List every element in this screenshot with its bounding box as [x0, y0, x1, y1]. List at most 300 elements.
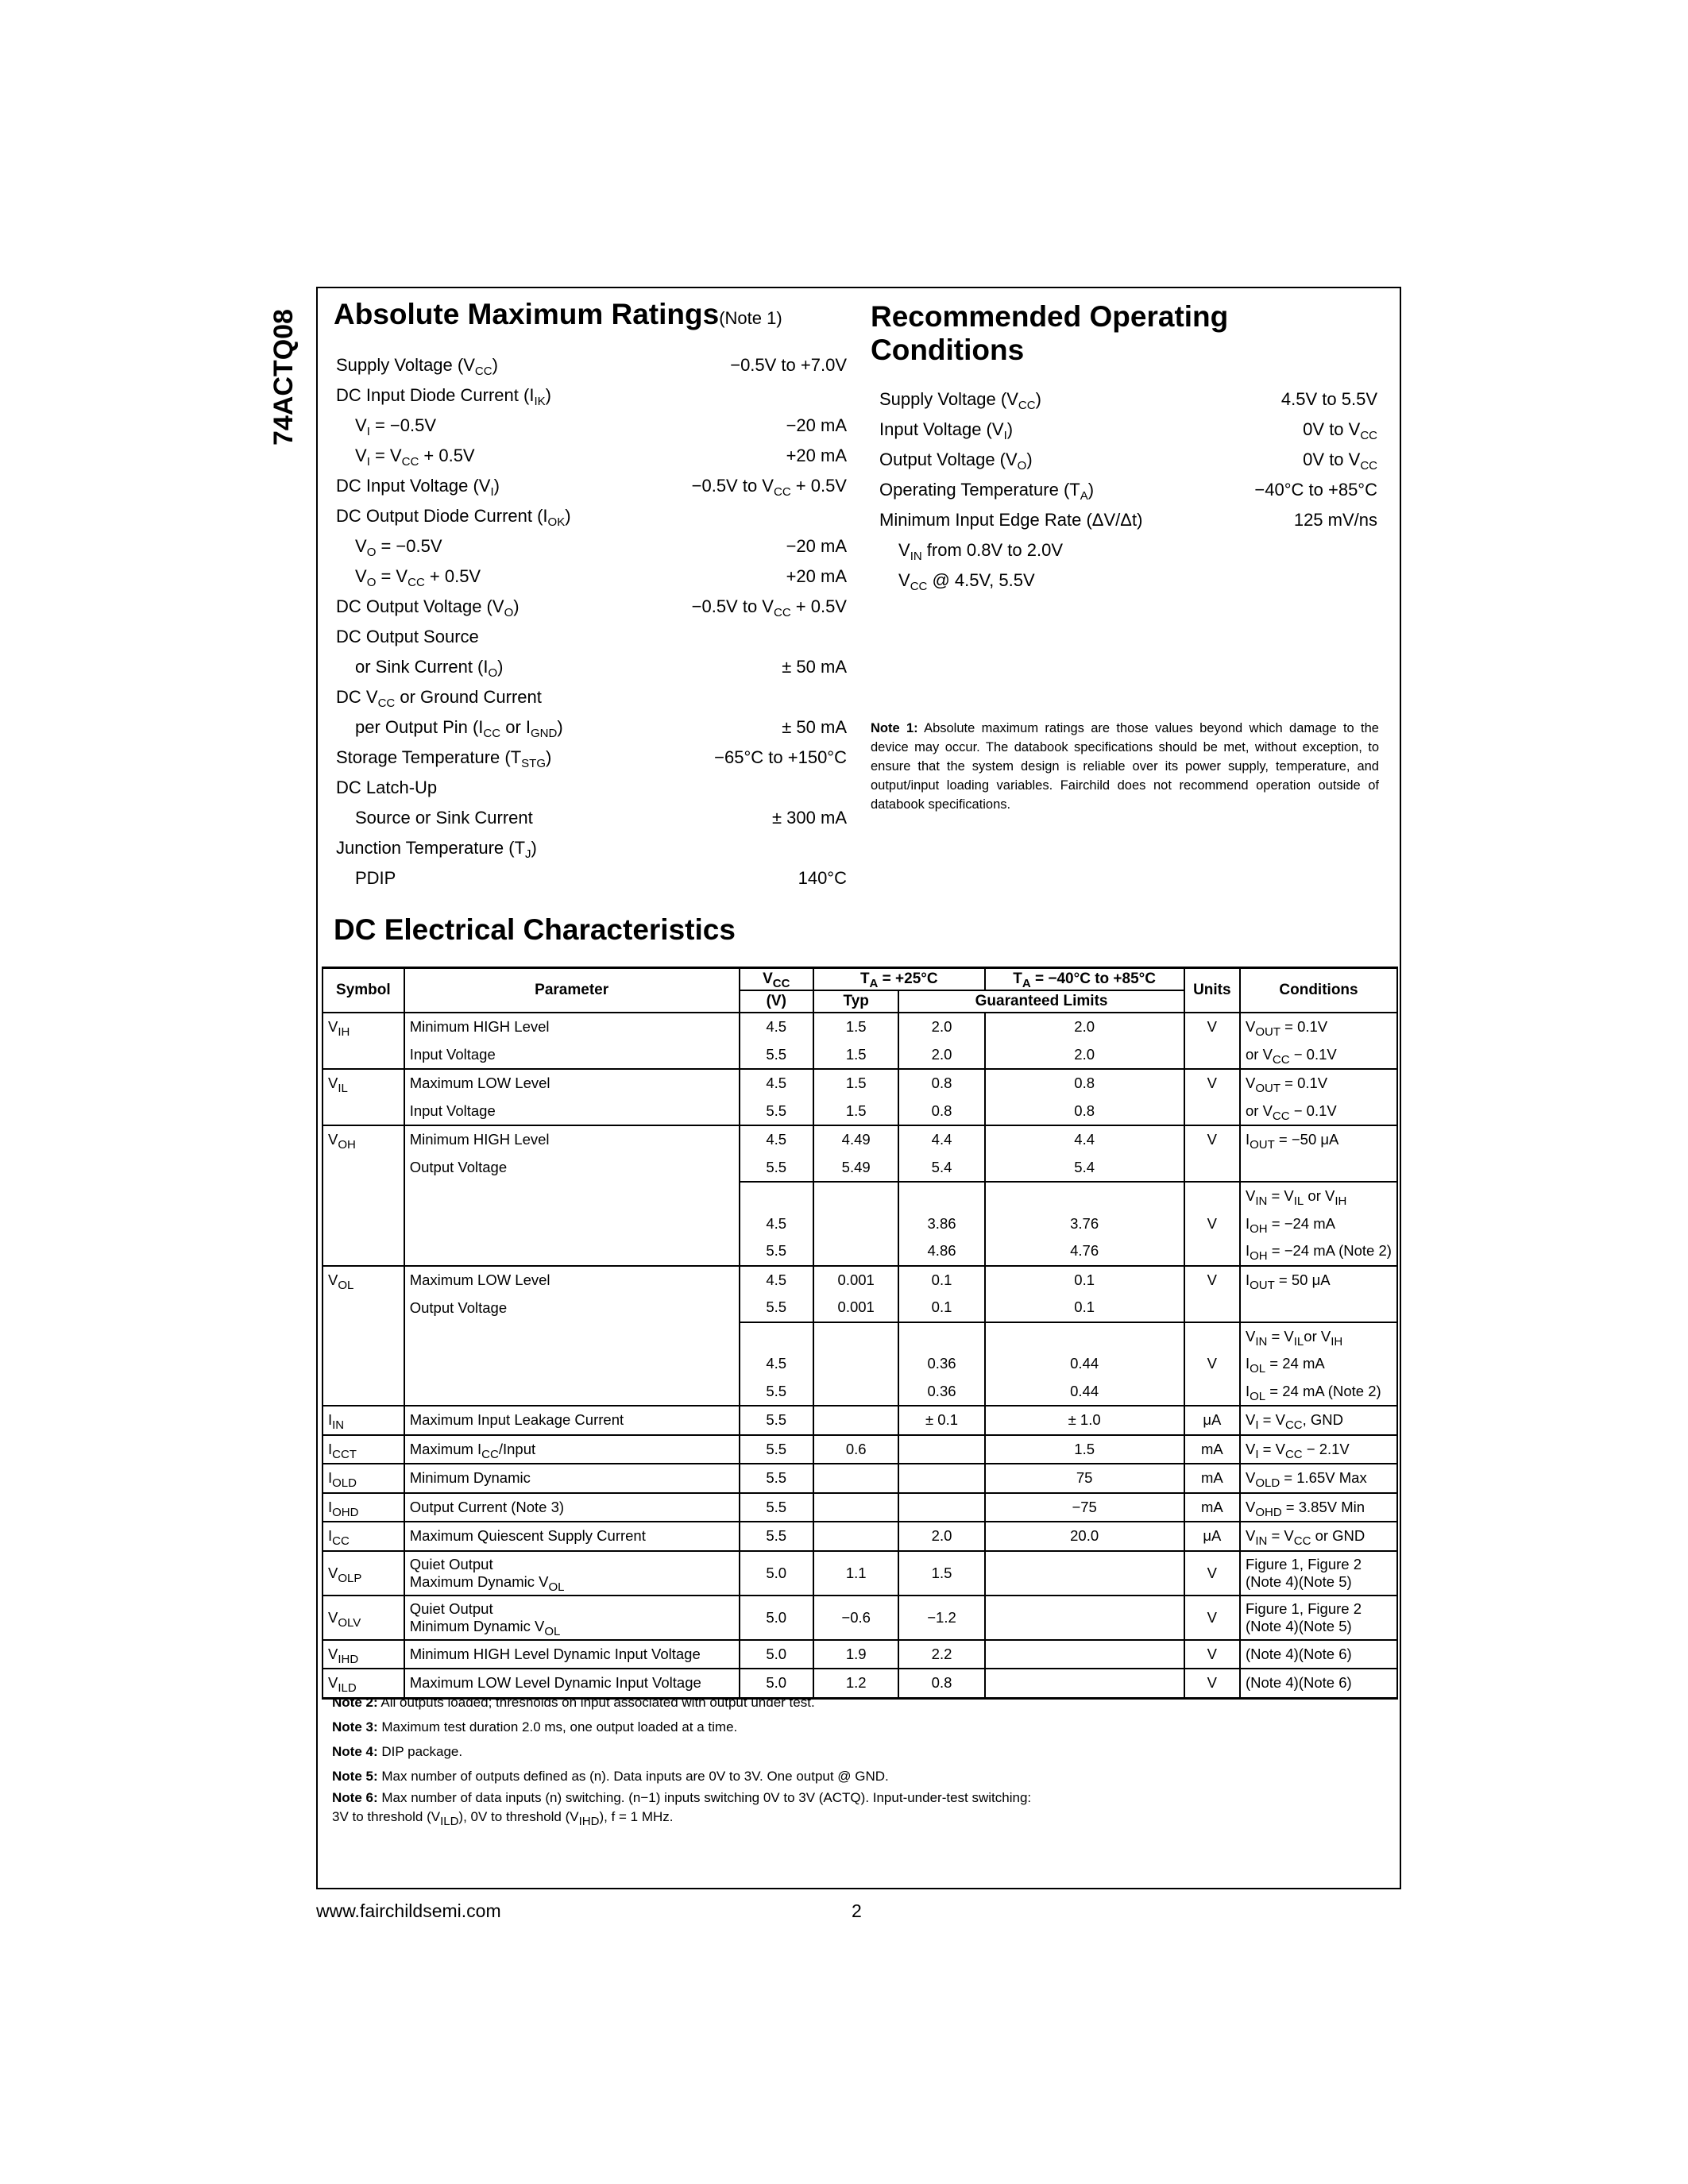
abs-max-row	[336, 803, 847, 833]
cell-units: V	[1184, 1596, 1240, 1640]
cell-conditions: $I_{OH} = -24$ mA (Note 2)	[1240, 1237, 1397, 1266]
abs-max-value: ± 300 mA	[771, 808, 847, 828]
abs-max-label: DC Output Voltage $(V_O)$	[336, 596, 520, 619]
cell-symbol: $I_{CC}$	[323, 1522, 404, 1551]
cell-limit-25c: 0.1	[898, 1266, 984, 1295]
abs-max-label: or Sink Current $(I_O)$	[355, 657, 504, 680]
cell-parameter	[404, 1350, 740, 1378]
table-row	[323, 1266, 1397, 1295]
cell-typ	[813, 1322, 899, 1351]
table-row	[323, 1378, 1397, 1406]
abs-max-label: DC Latch-Up	[336, 778, 438, 797]
cell-limit-range: 0.1	[985, 1294, 1184, 1322]
table-row	[323, 1182, 1397, 1210]
col-ta-range: $T_A = -40^\circ C$ to +85°C	[985, 968, 1184, 991]
abs-max-label: Supply Voltage $(V_{CC})$	[336, 355, 498, 378]
cell-symbol	[323, 1210, 404, 1238]
col-ta-25: $T_A = +25^\circ C$	[813, 968, 985, 991]
cell-symbol: $I_{OHD}$	[323, 1493, 404, 1522]
cell-symbol: $V_{IL}$	[323, 1069, 404, 1098]
cell-conditions: (Note 4)(Note 6)	[1240, 1640, 1397, 1669]
sidebar-part-number: 74ACTQ08	[268, 309, 299, 446]
cell-limit-range	[985, 1322, 1184, 1351]
abs-max-value: −0.5V to $V_{CC} + 0.5V$	[691, 596, 847, 619]
note-item	[332, 1739, 1031, 1764]
cell-units: mA	[1184, 1435, 1240, 1464]
note-item	[332, 1788, 1031, 1827]
cell-limit-25c: 0.8	[898, 1098, 984, 1126]
abs-max-label: per Output Pin ($I_{CC}$ or $I_{GND}$)	[355, 717, 563, 740]
cell-units: V	[1184, 1125, 1240, 1154]
cell-typ: 1.1	[813, 1551, 899, 1596]
cell-vcc: 5.5	[740, 1098, 813, 1126]
note-text: Max number of data inputs (n) switching. (n−1) inputs switching 0V to 3V (ACTQ). Input-under-test switching: 3V to threshold $(V_{ILD})$, 0V to threshold $(V_{IHD})$, f = 1 MHz.	[332, 1790, 1032, 1828]
abs-max-value: ± 50 mA	[782, 717, 847, 737]
cell-vcc: 5.0	[740, 1640, 813, 1669]
note-label: Note 5:	[332, 1769, 378, 1784]
abs-max-label: $V_I = -0.5V$	[355, 415, 437, 438]
cell-conditions: Figure 1, Figure 2 (Note 4)(Note 5)	[1240, 1551, 1397, 1596]
table-row	[323, 1322, 1397, 1351]
cell-parameter: Quiet Output Maximum Dynamic $V_{OL}$	[404, 1551, 740, 1596]
cell-limit-range: 0.44	[985, 1350, 1184, 1378]
cell-limit-25c: 1.5	[898, 1551, 984, 1596]
cell-limit-25c: 5.4	[898, 1154, 984, 1183]
cell-limit-25c: 4.86	[898, 1237, 984, 1266]
cell-conditions: Figure 1, Figure 2 (Note 4)(Note 5)	[1240, 1596, 1397, 1640]
cell-limit-range: 3.76	[985, 1210, 1184, 1238]
abs-max-row	[336, 441, 847, 471]
cell-typ: 4.49	[813, 1125, 899, 1154]
cell-conditions: $V_{OUT} = 0.1V$	[1240, 1013, 1397, 1041]
cell-conditions: $I_{OUT} = 50$ μA	[1240, 1266, 1397, 1295]
cell-limit-range	[985, 1596, 1184, 1640]
cell-vcc: 5.5	[740, 1493, 813, 1522]
note-label: Note 4:	[332, 1744, 378, 1759]
rec-op-label: Minimum Input Edge Rate (ΔV/Δt)	[879, 510, 1143, 530]
rec-op-row	[879, 415, 1377, 445]
table-row	[323, 1350, 1397, 1378]
col-vcc-unit: (V)	[740, 990, 813, 1013]
table-notes	[332, 1690, 1031, 1827]
cell-conditions: $I_{OH} = -24$ mA	[1240, 1210, 1397, 1238]
cell-limit-range: 2.0	[985, 1013, 1184, 1041]
cell-parameter: Minimum HIGH Level	[404, 1013, 740, 1041]
rec-op-value: 0V to $V_{CC}$	[1303, 450, 1377, 473]
abs-max-row	[336, 773, 847, 803]
cell-parameter: Quiet Output Minimum Dynamic $V_{OL}$	[404, 1596, 740, 1640]
dc-heading: DC Electrical Characteristics	[334, 913, 736, 946]
cell-limit-range: 0.1	[985, 1266, 1184, 1295]
cell-limit-25c: ± 0.1	[898, 1406, 984, 1435]
cell-limit-25c: 4.4	[898, 1125, 984, 1154]
cell-symbol: $V_{IHD}$	[323, 1640, 404, 1669]
cell-conditions: $V_I = V_{CC} - 2.1V$	[1240, 1435, 1397, 1464]
cell-vcc: 5.5	[740, 1041, 813, 1070]
page-number: 2	[852, 1900, 862, 1921]
footer-url[interactable]: www.fairchildsemi.com	[316, 1900, 501, 1921]
table-row	[323, 1551, 1397, 1596]
abs-max-value: −20 mA	[786, 536, 847, 556]
cell-conditions: $V_{IN} = V_{IL}or$ $V_{IH}$	[1240, 1322, 1397, 1351]
note-item	[332, 1764, 1031, 1788]
cell-parameter: Maximum Input Leakage Current	[404, 1406, 740, 1435]
cell-vcc: 5.5	[740, 1464, 813, 1493]
cell-vcc: 5.0	[740, 1551, 813, 1596]
cell-symbol: $V_{OLV}$	[323, 1596, 404, 1640]
abs-max-label: Junction Temperature $(T_J)$	[336, 838, 537, 861]
rec-op-heading: Recommended Operating Conditions	[871, 300, 1229, 366]
abs-max-row	[336, 380, 847, 411]
cell-vcc: 5.5	[740, 1154, 813, 1183]
note-text: DIP package.	[381, 1744, 463, 1759]
table-row	[323, 1125, 1397, 1154]
abs-max-label: $V_O = -0.5V$	[355, 536, 442, 559]
note-text: Maximum test duration 2.0 ms, one output loaded at a time.	[381, 1719, 738, 1734]
col-parameter: Parameter	[404, 968, 740, 1013]
abs-max-label: DC Input Diode Current $(I_{IK})$	[336, 385, 551, 408]
cell-units	[1184, 1322, 1240, 1351]
cell-symbol: $V_{OL}$	[323, 1266, 404, 1295]
abs-max-row	[336, 531, 847, 561]
cell-units	[1184, 1378, 1240, 1406]
cell-units	[1184, 1098, 1240, 1126]
cell-typ	[813, 1182, 899, 1210]
cell-symbol	[323, 1378, 404, 1406]
abs-max-row	[336, 501, 847, 531]
cell-symbol	[323, 1294, 404, 1322]
cell-parameter: Minimum HIGH Level	[404, 1125, 740, 1154]
cell-vcc: 5.5	[740, 1378, 813, 1406]
cell-units	[1184, 1294, 1240, 1322]
abs-max-note-ref: (Note 1)	[719, 308, 782, 328]
cell-limit-range: 75	[985, 1464, 1184, 1493]
cell-units: V	[1184, 1266, 1240, 1295]
note-label: Note 3:	[332, 1719, 378, 1734]
col-symbol: Symbol	[323, 968, 404, 1013]
cell-units	[1184, 1237, 1240, 1266]
cell-limit-range: 4.4	[985, 1125, 1184, 1154]
cell-vcc: 5.5	[740, 1406, 813, 1435]
cell-units: V	[1184, 1551, 1240, 1596]
abs-max-value: ± 50 mA	[782, 657, 847, 677]
cell-units: mA	[1184, 1493, 1240, 1522]
cell-limit-range	[985, 1551, 1184, 1596]
cell-typ: 1.5	[813, 1098, 899, 1126]
abs-max-heading: Absolute Maximum Ratings(Note 1)	[334, 298, 782, 330]
cell-typ: 1.9	[813, 1640, 899, 1669]
cell-typ: 0.001	[813, 1294, 899, 1322]
abs-max-row	[336, 411, 847, 441]
col-conditions: Conditions	[1240, 968, 1397, 1013]
cell-units: mA	[1184, 1464, 1240, 1493]
cell-limit-25c: 0.8	[898, 1669, 984, 1698]
cell-vcc: 4.5	[740, 1210, 813, 1238]
rec-op-row	[879, 565, 1377, 596]
cell-parameter: Input Voltage	[404, 1098, 740, 1126]
cell-symbol	[323, 1237, 404, 1266]
cell-typ: 1.5	[813, 1069, 899, 1098]
cell-parameter: Minimum HIGH Level Dynamic Input Voltage	[404, 1640, 740, 1669]
cell-conditions: $V_{IN} = V_{IL}$ or $V_{IH}$	[1240, 1182, 1397, 1210]
cell-symbol	[323, 1041, 404, 1070]
abs-max-row	[336, 833, 847, 863]
cell-vcc: 5.5	[740, 1435, 813, 1464]
cell-symbol	[323, 1182, 404, 1210]
cell-limit-25c: 0.8	[898, 1069, 984, 1098]
table-row	[323, 1069, 1397, 1098]
cell-limit-range: −75	[985, 1493, 1184, 1522]
cell-conditions: or $V_{CC} - 0.1V$	[1240, 1098, 1397, 1126]
abs-max-row	[336, 712, 847, 743]
table-row	[323, 1210, 1397, 1238]
abs-max-value: +20 mA	[786, 566, 847, 586]
note-text: All outputs loaded; thresholds on input associated with output under test.	[380, 1695, 815, 1710]
note-item	[332, 1715, 1031, 1739]
abs-max-label: PDIP	[355, 868, 396, 888]
cell-parameter: Output Current (Note 3)	[404, 1493, 740, 1522]
cell-limit-range: 0.44	[985, 1378, 1184, 1406]
cell-units: V	[1184, 1640, 1240, 1669]
cell-conditions: $V_{OUT} = 0.1V$	[1240, 1069, 1397, 1098]
abs-max-row	[336, 561, 847, 592]
cell-parameter: Maximum LOW Level	[404, 1069, 740, 1098]
abs-max-value: +20 mA	[786, 446, 847, 465]
note-1: Note 1: Absolute maximum ratings are those values beyond which damage to the device may occur. The databook specifications should be met, without exception, to ensure that the system design is reliable over its power supply, temperature, and output/input loading variables. Fairchild does not recommend operation outside of databook specifications.	[871, 721, 1379, 812]
cell-vcc: 4.5	[740, 1013, 813, 1041]
rec-op-label: Supply Voltage $(V_{CC})$	[879, 389, 1041, 412]
cell-units: V	[1184, 1669, 1240, 1698]
cell-limit-25c	[898, 1493, 984, 1522]
table-row	[323, 1640, 1397, 1669]
cell-parameter: Maximum LOW Level	[404, 1266, 740, 1295]
cell-parameter: Output Voltage	[404, 1294, 740, 1322]
note-text: Max number of outputs defined as (n). Data inputs are 0V to 3V. One output @ GND.	[381, 1769, 889, 1784]
cell-conditions: $I_{OL} = 24$ mA (Note 2)	[1240, 1378, 1397, 1406]
abs-max-label: $V_O = V_{CC} + 0.5V$	[355, 566, 481, 589]
table-row	[323, 1154, 1397, 1183]
cell-units: V	[1184, 1210, 1240, 1238]
cell-symbol: $V_{IH}$	[323, 1013, 404, 1041]
abs-max-label: DC $V_{CC}$ or Ground Current	[336, 687, 542, 710]
cell-conditions: $V_{OHD} = 3.85V$ Min	[1240, 1493, 1397, 1522]
cell-parameter	[404, 1182, 740, 1210]
table-row	[323, 1013, 1397, 1041]
rec-op-value: 4.5V to 5.5V	[1280, 389, 1377, 409]
cell-parameter: Maximum Quiescent Supply Current	[404, 1522, 740, 1551]
abs-max-label: Source or Sink Current	[355, 808, 533, 828]
rec-op-label: Input Voltage $(V_I)$	[879, 419, 1014, 442]
cell-limit-25c: −1.2	[898, 1596, 984, 1640]
cell-limit-25c: 2.0	[898, 1522, 984, 1551]
abs-max-value: 140°C	[798, 868, 847, 888]
abs-max-row	[336, 350, 847, 380]
note-label: Note 6:	[332, 1790, 378, 1805]
cell-parameter	[404, 1378, 740, 1406]
abs-max-row	[336, 471, 847, 501]
cell-typ	[813, 1350, 899, 1378]
cell-symbol: $I_{OLD}$	[323, 1464, 404, 1493]
cell-units: V	[1184, 1069, 1240, 1098]
cell-parameter: Maximum $I_{CC}$/Input	[404, 1435, 740, 1464]
cell-vcc: 5.0	[740, 1669, 813, 1698]
rec-op-row	[879, 505, 1377, 535]
cell-typ	[813, 1210, 899, 1238]
cell-typ: 0.6	[813, 1435, 899, 1464]
cell-limit-25c: 3.86	[898, 1210, 984, 1238]
abs-max-row	[336, 592, 847, 622]
cell-symbol: $V_{OLP}$	[323, 1551, 404, 1596]
abs-max-label: DC Output Diode Current $(I_{OK})$	[336, 506, 571, 529]
cell-parameter	[404, 1237, 740, 1266]
cell-limit-range: 1.5	[985, 1435, 1184, 1464]
table-row	[323, 1237, 1397, 1266]
cell-vcc: 5.0	[740, 1596, 813, 1640]
cell-typ: 0.001	[813, 1266, 899, 1295]
cell-units: V	[1184, 1013, 1240, 1041]
abs-max-row	[336, 622, 847, 652]
cell-typ: 1.5	[813, 1013, 899, 1041]
cell-symbol	[323, 1322, 404, 1351]
cell-conditions: $V_I = V_{CC}$, GND	[1240, 1406, 1397, 1435]
rec-op-list	[879, 384, 1377, 596]
abs-max-label: DC Input Voltage $(V_I)$	[336, 476, 500, 499]
table-row	[323, 1464, 1397, 1493]
table-row	[323, 1406, 1397, 1435]
cell-parameter: Output Voltage	[404, 1154, 740, 1183]
col-vcc: $V_{CC}$	[740, 968, 813, 991]
cell-vcc: 4.5	[740, 1350, 813, 1378]
table-row	[323, 1098, 1397, 1126]
table-row	[323, 1522, 1397, 1551]
cell-typ	[813, 1522, 899, 1551]
note-item	[332, 1690, 1031, 1715]
cell-vcc: 5.5	[740, 1294, 813, 1322]
abs-max-value: −0.5V to $V_{CC} + 0.5V$	[691, 476, 847, 499]
cell-limit-range	[985, 1182, 1184, 1210]
dc-characteristics-table	[322, 967, 1398, 1700]
cell-limit-25c: 2.0	[898, 1041, 984, 1070]
table-row	[323, 1294, 1397, 1322]
col-typ: Typ	[813, 990, 899, 1013]
note-label: Note 2:	[332, 1695, 378, 1710]
cell-vcc: 5.5	[740, 1522, 813, 1551]
cell-typ	[813, 1406, 899, 1435]
abs-max-label: Storage Temperature $(T_{STG})$	[336, 747, 552, 770]
cell-vcc: 4.5	[740, 1266, 813, 1295]
rec-op-label: Operating Temperature $(T_A)$	[879, 480, 1095, 503]
cell-typ	[813, 1237, 899, 1266]
cell-parameter: Maximum LOW Level Dynamic Input Voltage	[404, 1669, 740, 1698]
rec-op-row	[879, 445, 1377, 475]
abs-max-row	[336, 682, 847, 712]
abs-max-label: $V_I = V_{CC} + 0.5V$	[355, 446, 475, 469]
rec-op-row	[879, 384, 1377, 415]
rec-op-label: $V_{CC}$ @ 4.5V, 5.5V	[898, 570, 1035, 593]
table-row	[323, 1493, 1397, 1522]
cell-conditions: or $V_{CC} - 0.1V$	[1240, 1041, 1397, 1070]
cell-limit-range: ± 1.0	[985, 1406, 1184, 1435]
cell-typ	[813, 1378, 899, 1406]
cell-symbol: $V_{OH}$	[323, 1125, 404, 1154]
abs-max-row	[336, 743, 847, 773]
cell-limit-range: 5.4	[985, 1154, 1184, 1183]
cell-limit-25c	[898, 1322, 984, 1351]
table-row	[323, 1596, 1397, 1640]
cell-symbol: $I_{CCT}$	[323, 1435, 404, 1464]
cell-parameter	[404, 1210, 740, 1238]
dc-table-body	[323, 1013, 1397, 1698]
cell-limit-range: 0.8	[985, 1069, 1184, 1098]
rec-op-value: −40°C to +85°C	[1254, 480, 1377, 500]
cell-vcc: 4.5	[740, 1125, 813, 1154]
cell-symbol: $V_{ILD}$	[323, 1669, 404, 1698]
cell-vcc	[740, 1182, 813, 1210]
cell-limit-25c	[898, 1464, 984, 1493]
cell-limit-range: 20.0	[985, 1522, 1184, 1551]
cell-units: μA	[1184, 1522, 1240, 1551]
cell-units	[1184, 1154, 1240, 1183]
col-units: Units	[1184, 968, 1240, 1013]
col-guaranteed-limits: Guaranteed Limits	[898, 990, 1184, 1013]
rec-op-value: 125 mV/ns	[1293, 510, 1377, 530]
cell-conditions	[1240, 1154, 1397, 1183]
cell-limit-range: 4.76	[985, 1237, 1184, 1266]
cell-parameter: Minimum Dynamic	[404, 1464, 740, 1493]
cell-units	[1184, 1182, 1240, 1210]
table-row	[323, 1435, 1397, 1464]
abs-max-value: −20 mA	[786, 415, 847, 435]
cell-units	[1184, 1041, 1240, 1070]
cell-limit-range	[985, 1640, 1184, 1669]
abs-max-value: −0.5V to +7.0V	[730, 355, 847, 375]
cell-symbol	[323, 1098, 404, 1126]
cell-limit-range: 0.8	[985, 1098, 1184, 1126]
abs-max-row	[336, 863, 847, 893]
cell-limit-25c: 2.2	[898, 1640, 984, 1669]
cell-typ: 1.5	[813, 1041, 899, 1070]
cell-typ	[813, 1464, 899, 1493]
rec-op-value: 0V to $V_{CC}$	[1303, 419, 1377, 442]
cell-conditions: $I_{OL} = 24$ mA	[1240, 1350, 1397, 1378]
cell-vcc: 5.5	[740, 1237, 813, 1266]
cell-parameter	[404, 1322, 740, 1351]
cell-limit-25c: 2.0	[898, 1013, 984, 1041]
cell-conditions: $V_{IN} = V_{CC}$ or GND	[1240, 1522, 1397, 1551]
table-row	[323, 1041, 1397, 1070]
cell-conditions: (Note 4)(Note 6)	[1240, 1669, 1397, 1698]
cell-typ	[813, 1493, 899, 1522]
cell-conditions: $V_{OLD} = 1.65V$ Max	[1240, 1464, 1397, 1493]
cell-vcc	[740, 1322, 813, 1351]
abs-max-value: −65°C to +150°C	[714, 747, 847, 767]
rec-op-row	[879, 475, 1377, 505]
cell-limit-range: 2.0	[985, 1041, 1184, 1070]
rec-op-row	[879, 535, 1377, 565]
cell-limit-25c: 0.1	[898, 1294, 984, 1322]
cell-limit-25c: 0.36	[898, 1350, 984, 1378]
cell-units: μA	[1184, 1406, 1240, 1435]
abs-max-row	[336, 652, 847, 682]
rec-op-label: Output Voltage $(V_O)$	[879, 450, 1033, 473]
cell-units: V	[1184, 1350, 1240, 1378]
cell-typ: −0.6	[813, 1596, 899, 1640]
cell-typ: 5.49	[813, 1154, 899, 1183]
cell-limit-25c: 0.36	[898, 1378, 984, 1406]
cell-symbol	[323, 1154, 404, 1183]
cell-vcc: 4.5	[740, 1069, 813, 1098]
cell-limit-25c	[898, 1435, 984, 1464]
